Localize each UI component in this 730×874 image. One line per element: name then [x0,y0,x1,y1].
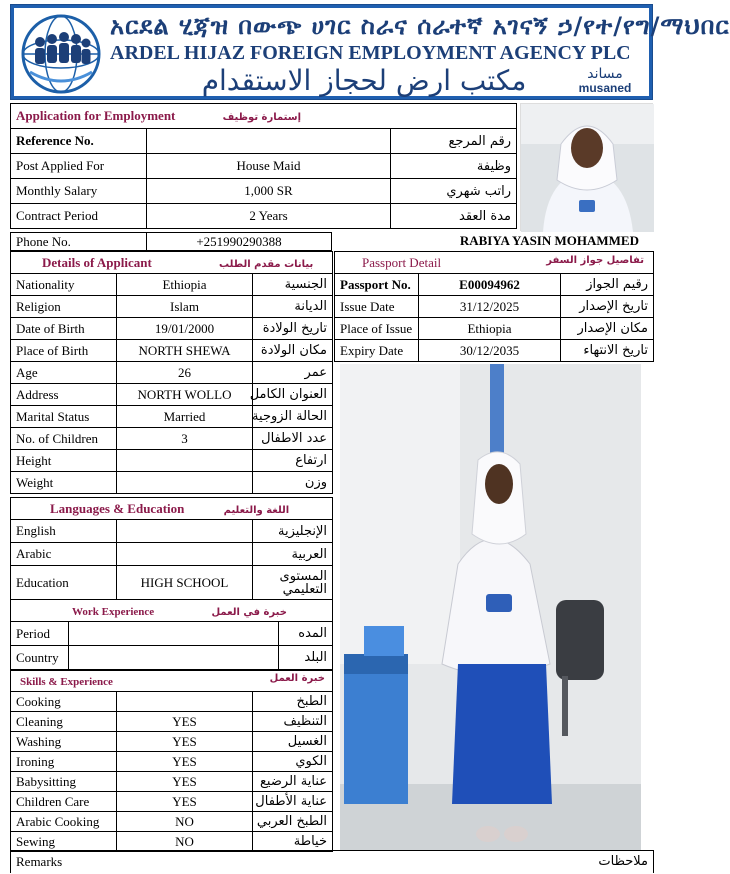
row-label-arabic: المده [279,622,333,646]
row-label-arabic: مكان الولادة [253,340,333,362]
row-label: Children Care [11,792,117,812]
details-title-arabic: بيانات مقدم الطلب [219,258,314,270]
row-label: Height [11,450,117,472]
phone-label: Phone No. [11,233,147,251]
table-row [335,296,654,318]
table-row [11,204,517,229]
table-row [11,384,333,406]
table-row [11,406,333,428]
skills-title: Skills & Experience [20,676,113,688]
row-label-arabic: الديانة [253,296,333,318]
row-value: HIGH SCHOOL [117,566,253,600]
table-row [11,154,517,179]
table-row [11,851,654,873]
row-value [117,472,253,494]
remarks-label: Remarks [11,851,554,873]
row-label: Washing [11,732,117,752]
table-row [11,362,333,384]
row-label: Nationality [11,274,117,296]
row-label-arabic: ارتفاع [253,450,333,472]
work-title-row [11,600,333,622]
row-label: Period [11,622,69,646]
table-row [11,472,333,494]
row-label: Contract Period [11,204,147,229]
table-row [11,812,333,832]
work-title-arabic: خبرة في العمل [211,606,287,618]
row-value: Ethiopia [117,274,253,296]
languages-education-table [10,497,333,600]
musaned-english-text: musaned [578,81,632,95]
table-row [11,692,333,712]
row-label-arabic: الجنسية [253,274,333,296]
row-label-arabic: عدد الاطفال [253,428,333,450]
contract-value: 2 Years [147,204,391,229]
row-value [117,450,253,472]
salary-value: 1,000 SR [147,179,391,204]
row-label-arabic: رقم المرجع [391,129,517,154]
row-value: YES [117,752,253,772]
passport-detail-table [334,251,654,362]
row-value: NORTH SHEWA [117,340,253,362]
table-row [11,340,333,362]
table-row [11,752,333,772]
table-row [11,566,333,600]
application-title: Application for Employment [16,108,176,123]
agency-amharic-name: አርደል ሂጃዝ በውጭ ሀገር ስራና ሰራተኛ አገናኝ ኃ/የተ/የግ/ማህበር [110,12,730,40]
applicant-full-name: RABIYA YASIN MOHAMMED [459,233,639,248]
phone-table [10,232,332,251]
table-row [11,543,333,566]
row-value [117,692,253,712]
details-title: Details of Applicant [42,254,152,270]
row-label-arabic: العنوان الكامل [253,384,333,406]
phone-value: +251990290388 [147,233,332,251]
row-value: Ethiopia [419,318,561,340]
row-label-arabic: الغسيل [253,732,333,752]
table-row [11,520,333,543]
row-label: Date of Birth [11,318,117,340]
row-label: Monthly Salary [11,179,147,204]
skills-experience-table [10,670,333,852]
row-label-arabic: المستوى التعليمي [253,566,333,600]
row-label: Expiry Date [335,340,419,362]
row-label-arabic: عناية الرضيع [253,772,333,792]
row-label-arabic: تاريخ الانتهاء [561,340,654,362]
table-row [11,832,333,852]
row-label: Sewing [11,832,117,852]
row-label-arabic: الطبخ العربي [253,812,333,832]
row-label-arabic: الطبخ [253,692,333,712]
skills-title-row [11,671,333,692]
row-label-arabic: مدة العقد [391,204,517,229]
table-row [11,732,333,752]
table-row [11,179,517,204]
row-value: NORTH WOLLO [117,384,253,406]
row-label-arabic: عناية الأطفال [253,792,333,812]
work-title: Work Experience [72,605,155,618]
applicant-full-body-photo [340,364,641,850]
row-label-arabic: العربية [253,543,333,566]
row-label: Country [11,646,69,670]
row-value: YES [117,712,253,732]
application-title-row [11,104,517,129]
row-label-arabic: تاريخ الإصدار [561,296,654,318]
row-label-arabic: وظيفة [391,154,517,179]
table-row [335,274,654,296]
remarks-table [10,850,654,873]
table-row [11,646,333,670]
row-value: YES [117,792,253,812]
row-value: 26 [117,362,253,384]
table-row [11,450,333,472]
row-value: 3 [117,428,253,450]
row-label: Arabic [11,543,117,566]
details-title-row [11,252,333,274]
musaned-arabic-text: مساند [587,66,623,82]
agency-english-name: ARDEL HIJAZ FOREIGN EMPLOYMENT AGENCY PLC [110,42,631,64]
row-value: Married [117,406,253,428]
row-label-arabic: وزن [253,472,333,494]
application-table [10,103,517,229]
table-row [335,340,654,362]
row-value [69,622,279,646]
row-label-arabic: البلد [279,646,333,670]
row-label: Reference No. [11,129,147,154]
table-row [11,129,517,154]
skills-title-arabic: خبرة العمل [269,673,326,684]
table-row [11,428,333,450]
applicant-portrait-photo [520,103,653,231]
row-label-arabic: الكوي [253,752,333,772]
row-label: Passport No. [335,274,419,296]
post-value: House Maid [147,154,391,179]
row-value: YES [117,732,253,752]
row-value [69,646,279,670]
row-label: Cleaning [11,712,117,732]
row-label: Place of Issue [335,318,419,340]
row-value: YES [117,772,253,792]
table-row [335,318,654,340]
row-label: No. of Children [11,428,117,450]
work-experience-table [10,599,333,670]
row-label: Issue Date [335,296,419,318]
row-label: Marital Status [11,406,117,428]
row-label: Address [11,384,117,406]
row-label: Age [11,362,117,384]
row-value [117,543,253,566]
table-row [11,296,333,318]
row-value: NO [117,832,253,852]
table-row [11,233,332,251]
table-row [11,318,333,340]
row-label-arabic: الحالة الزوجية [253,406,333,428]
table-row [11,772,333,792]
row-value: 19/01/2000 [117,318,253,340]
row-label: Post Applied For [11,154,147,179]
table-row [11,792,333,812]
passport-title-row [335,252,654,274]
full-body-illustration [340,364,641,850]
row-label-arabic: عمر [253,362,333,384]
languages-title-row [11,498,333,520]
row-value: Islam [117,296,253,318]
row-value: 30/12/2035 [419,340,561,362]
row-label: Cooking [11,692,117,712]
passport-title-arabic: تفاصيل جواز السفر [546,254,645,266]
row-label-arabic: رقيم الجواز [561,274,654,296]
row-label-arabic: خياطة [253,832,333,852]
musaned-logo [567,66,643,98]
row-label: Babysitting [11,772,117,792]
table-row [11,712,333,732]
row-label-arabic: مكان الإصدار [561,318,654,340]
row-label: Religion [11,296,117,318]
row-label-arabic: تاريخ الولادة [253,318,333,340]
passport-number-value: E00094962 [419,274,561,296]
agency-arabic-name: مكتب ارض لحجاز الاستقدام [201,64,527,97]
application-title-arabic: إستمارة توظيف [222,112,302,123]
row-value: NO [117,812,253,832]
reference-value [147,129,391,154]
languages-title: Languages & Education [50,500,185,516]
row-label: Weight [11,472,117,494]
table-row [11,274,333,296]
remarks-label-arabic: ملاحظات [554,851,654,873]
portrait-illustration [521,104,654,232]
applicant-details-table [10,251,333,494]
passport-title: Passport Detail [362,254,442,270]
row-label: Ironing [11,752,117,772]
row-label: Place of Birth [11,340,117,362]
table-row [11,622,333,646]
agency-banner [10,4,730,100]
row-value [117,520,253,543]
row-label: English [11,520,117,543]
row-value: 31/12/2025 [419,296,561,318]
row-label-arabic: الإنجليزية [253,520,333,543]
row-label: Education [11,566,117,600]
languages-title-arabic: اللغة والتعليم [223,504,290,516]
row-label-arabic: التنظيف [253,712,333,732]
agency-globe-logo-icon [18,12,104,96]
row-label: Arabic Cooking [11,812,117,832]
row-label-arabic: راتب شهري [391,179,517,204]
